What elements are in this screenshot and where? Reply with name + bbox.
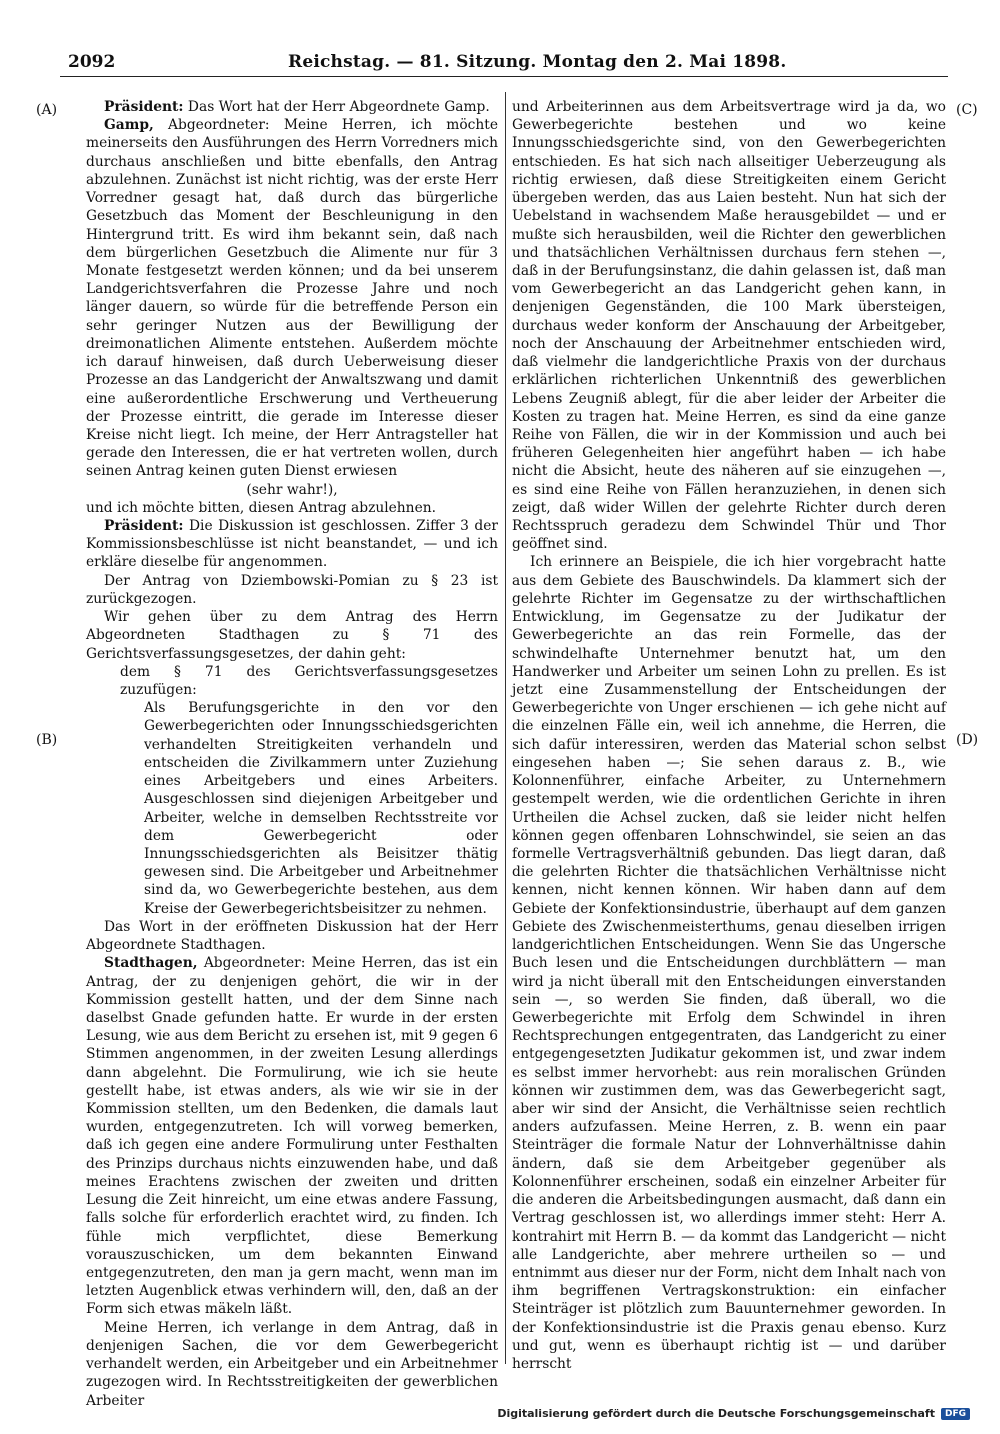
- paragraph-text: (sehr wahr!),: [246, 481, 338, 498]
- page-header: [60, 50, 950, 76]
- paragraph: [86, 481, 498, 499]
- speaker-name: Präsident:: [104, 518, 184, 535]
- paragraph-text: Als Berufungsgerichte in den vor den Gewerbegerichten oder Innungsschiedsgerichten verhandelten Streitigkeiten verhandeln und entscheiden die Zivilkammern unter Zuziehung eines Arbeitgebers und eines Arbeiters. Ausgeschlossen sind diejenigen Arbeitgeber und Arbeiter, welche in demselben Rechtsstreite vor dem Gewerbegericht oder Innungsschiedsgerichten als Beisitzer thätig gewesen sind. Die Arbeitgeber und Arbeitnehmer sind da, wo Gewerbegerichte bestehen, aus dem Kreise der Gewerbegerichtsbeisitzer zu nehmen.: [144, 700, 498, 917]
- paragraph: [86, 608, 498, 663]
- paragraph: [120, 663, 498, 699]
- right-column: [512, 98, 946, 1373]
- paragraph-text: Wir gehen über zu dem Antrag des Herrn Abgeordneten Stadthagen zu § 71 des Gerichtsverfassungsgesetzes, der dahin geht:: [86, 609, 498, 662]
- paragraph-text: und Arbeiterinnen aus dem Arbeitsvertrage wird ja da, wo Gewerbegerichte bestehen und wo keine Innungsschiedsgerichte sind, von den Gewerbegerichten entschieden. Es hat sich nach allseitiger Ueberzeugung als richtig erwiesen, daß diese Streitigkeiten einem Gericht übergeben werden, das aus Laien besteht. Nun hat sich der Uebelstand in wachsendem Maße herausgebildet — und er mußte sich herausbilden, weil die Richter den gewerblichen und thatsächlichen Verhältnissen durchaus fern stehen —, daß in der Berufungsinstanz, die dahin gelassen ist, daß man vom Gewerbegericht an das Landgericht gehen kann, in denjenigen Gegenständen, die 100 Mark übersteigen, durchaus weder konform der Anschauung der Arbeitgeber, noch der Anschauung der Arbeitnehmer entschieden wird, daß vielmehr die landgerichtliche Praxis von der durchaus erklärlichen richterlichen Unkenntniß des gewerblichen Lebens Zeugniß ablegt, für die aber leider der Arbeiter die Kosten zu tragen hat. Meine Herren, es sind da eine ganze Reihe von Fällen, die wir in der Kommission und auch bei früheren Gelegenheiten hier angeführt haben — ich habe nicht die Absicht, heute des näheren auf sie einzugehen —, es sind eine Reihe von Fällen heranzuziehen, in denen sich zeigt, daß wider Willen der gelehrte Richter durch deren Rechtsspruch geradezu dem Schwindel Thür und Thor geöffnet sind.: [512, 99, 946, 553]
- dfg-logo: DFG: [941, 1408, 970, 1420]
- margin-mark-c: (C): [956, 102, 978, 118]
- paragraph: [512, 98, 946, 553]
- header-rule: [60, 76, 948, 77]
- paragraph-text: Der Antrag von Dziembowski-Pomian zu § 23 ist zurückgezogen.: [86, 572, 498, 607]
- paragraph-text: Ich erinnere an Beispiele, die ich hier vorgebracht hatte aus dem Gebiete des Bauschwindels. Da klammert sich der gelehrte Richter im Gegensatze zu der wirthschaftlichen Entwicklung, im Gegensatze zu der Judikatur der Gewerbegerichte an das rein Formelle, das der schwindelhafte Unternehmer benutzt hat, um den Handwerker und Arbeiter um seinen Lohn zu prellen. Es ist jetzt eine Zusammenstellung der Entscheidungen der Gewerbegerichte von Unger erschienen — ich gehe nicht auf die einzelnen Fälle ein, weil ich annehme, die Herren, die sich dafür interessiren, werden das Material schon selbst eingesehen haben —; Sie sehen daraus z. B., wie Kolonnenführer, einfache Arbeiter, zu Unternehmern gestempelt werden, wie die ordentlichen Gerichte in ihren Urtheilen die Achsel zucken, daß sie leider nicht helfen können gegen offenbaren Lohnschwindel, sie seien an das formelle Vertragsverhältniß gebunden. Das liegt daran, daß die gelehrten Richter die thatsächlichen Verhältnisse nicht kennen, nicht kennen können. Wir haben dann auf dem Gebiete der Konfektionsindustrie, überhaupt auf dem ganzen Gebiete des Zwischenmeisterthums, genau dieselben irrigen landgerichtlichen Entscheidungen. Wenn Sie das Ungersche Buch lesen und die Entscheidungen durchblättern — man wird ja nicht überall mit den Entscheidungen einverstanden sein —, so werden Sie finden, daß überall, wo die Gewerbegerichte mit Erfolg dem Schwindel in ihren Rechtsprechungen entgegentraten, das Landgericht zu einer entgegengesetzten Judikatur gekommen ist, und zwar indem es selbst immer hervorhebt: aus rein moralischen Gründen können wir zustimmen dem, was das Gewerbegericht sagt, aber wir sind der Ansicht, die Verhältnisse seien rechtlich anders aufzufassen. Meine Herren, z. B. wenn ein paar Steinträger die formale Natur der Lohnverhältnisse dahin ändern, daß sie dem Arbeitgeber gegenüber als Kolonnenführer erscheinen, sodaß ein einzelner Arbeiter für die anderen die Arbeitsbedingungen ausmacht, daß dann ein Vertrag geschlossen ist, wo allerdings immer steht: Herr A. kontrahirt mit Herrn B. — da kommt das Landgericht — nicht alle Landgerichte, aber mehrere urtheilen so — und entnimmt aus dieser nur der Form, nicht dem Inhalt nach von ihm begriffenen Vertragskonstruktion: ein einfacher Steinträger ist plötzlich zum Bauunternehmer geworden. In der Konfektionsindustrie ist die Praxis genau ebenso. Kurz und gut, wenn es überhaupt richtig ist — und darüber herrscht: [512, 554, 946, 1373]
- footer-credit: [497, 1407, 970, 1420]
- speaker-name: Präsident:: [104, 99, 184, 115]
- speaker-name: Gamp,: [104, 117, 154, 134]
- paragraph: [86, 918, 498, 954]
- column-divider: [505, 92, 506, 1364]
- paragraph-text: dem § 71 des Gerichtsverfassungsgesetzes zuzufügen:: [120, 663, 498, 698]
- paragraph-text: Meine Herren, ich verlange in dem Antrag, daß in denjenigen Sachen, die vor dem Gewerbegericht verhandelt werden, ein Arbeitgeber und ein Arbeitnehmer zugezogen wird. In Rechtsstreitigkeiten der gewerblichen Arbeiter: [86, 1319, 498, 1409]
- left-column: [86, 98, 498, 1410]
- paragraph: [86, 98, 498, 116]
- paragraph-text: Abgeordneter: Meine Herren, ich möchte meinerseits den Ausführungen des Herrn Vorredners mich durchaus anschließen und bitte ebenfalls, den Antrag abzulehnen. Zunächst ist nicht richtig, was der erste Herr Vorredner gesagt hat, daß durch das bürgerliche Gesetzbuch das Moment der Beschleunigung in den Hintergrund tritt. Es wird ihm bekannt sein, daß nach dem bürgerlichen Gesetzbuch die Alimente nur für 3 Monate festgesetzt werden können; und da bei unserem Landgerichtsverfahren die Prozesse Jahre und noch länger dauern, so würde für die betreffende Person ein sehr geringer Nutzen aus der Bewilligung der dreimonatlichen Alimente entstehen. Außerdem möchte ich darauf hinweisen, daß durch Ueberweisung dieser Prozesse an das Landgericht der Anwaltszwang und damit eine außerordentliche Erschwerung und Vertheuerung der Prozesse eintritt, die gerade im Interesse dieser Kreise nicht liegt. Ich meine, der Herr Antragsteller hat gerade den Interessen, die er hat vertreten wollen, durch seinen Antrag keinen guten Dienst erwiesen: [86, 117, 498, 480]
- paragraph: [144, 699, 498, 918]
- footer-text: Digitalisierung gefördert durch die Deutsche Forschungsgemeinschaft: [497, 1407, 935, 1420]
- paragraph: [512, 553, 946, 1373]
- paragraph-text: Die Diskussion ist geschlossen. Ziffer 3 der Kommissionsbeschlüsse ist nicht beanstandet, — und ich erkläre dieselbe für angenommen.: [86, 518, 498, 571]
- paragraph: [86, 572, 498, 608]
- paragraph-text: Abgeordneter: Meine Herren, das ist ein Antrag, der zu denjenigen gehört, die wir in der Kommission gestellt hatten, und der dem Sinne nach daselbst Gnade gefunden hatte. Er wurde in der ersten Lesung, wie aus dem Bericht zu ersehen ist, mit 9 gegen 6 Stimmen angenommen, in der zweiten Lesung allerdings dann abgelehnt. Die Formulirung, wie ich sie heute gestellt habe, ist etwas anders, als wie wir sie in der Kommission stellten, um den Bedenken, die damals laut wurden, entgegenzutreten. Ich will vorweg bemerken, daß ich gegen eine andere Formulirung unter Festhalten des Prinzips durchaus nichts einzuwenden habe, und daß meines Erachtens zwischen der zweiten und dritten Lesung die Zeit hinreicht, um eine etwas andere Fassung, falls solche für erforderlich erachtet wird, zu finden. Ich fühle mich verpflichtet, diese Bemerkung vorauszuschicken, um dem bekannten Einwand entgegenzutreten, den man ja gern macht, wenn man im letzten Augenblick etwas verhindern will, den, daß an der Form sich etwas mäkeln läßt.: [86, 955, 498, 1318]
- paragraph: [86, 1319, 498, 1410]
- margin-mark-a: (A): [36, 102, 58, 118]
- paragraph-text: Das Wort in der eröffneten Diskussion hat der Herr Abgeordnete Stadthagen.: [86, 918, 498, 954]
- page-number: 2092: [68, 52, 116, 72]
- paragraph: [86, 954, 498, 1318]
- margin-mark-d: (D): [956, 732, 979, 748]
- margin-mark-b: (B): [36, 732, 58, 748]
- paragraph: [86, 517, 498, 572]
- speaker-name: Stadthagen,: [104, 955, 198, 972]
- running-head: Reichstag. — 81. Sitzung. Montag den 2. Mai 1898.: [288, 52, 787, 72]
- paragraph: [86, 499, 498, 517]
- paragraph-text: Das Wort hat der Herr Abgeordnete Gamp.: [183, 99, 490, 115]
- paragraph: [86, 116, 498, 480]
- paragraph-text: und ich möchte bitten, diesen Antrag abzulehnen.: [86, 499, 437, 516]
